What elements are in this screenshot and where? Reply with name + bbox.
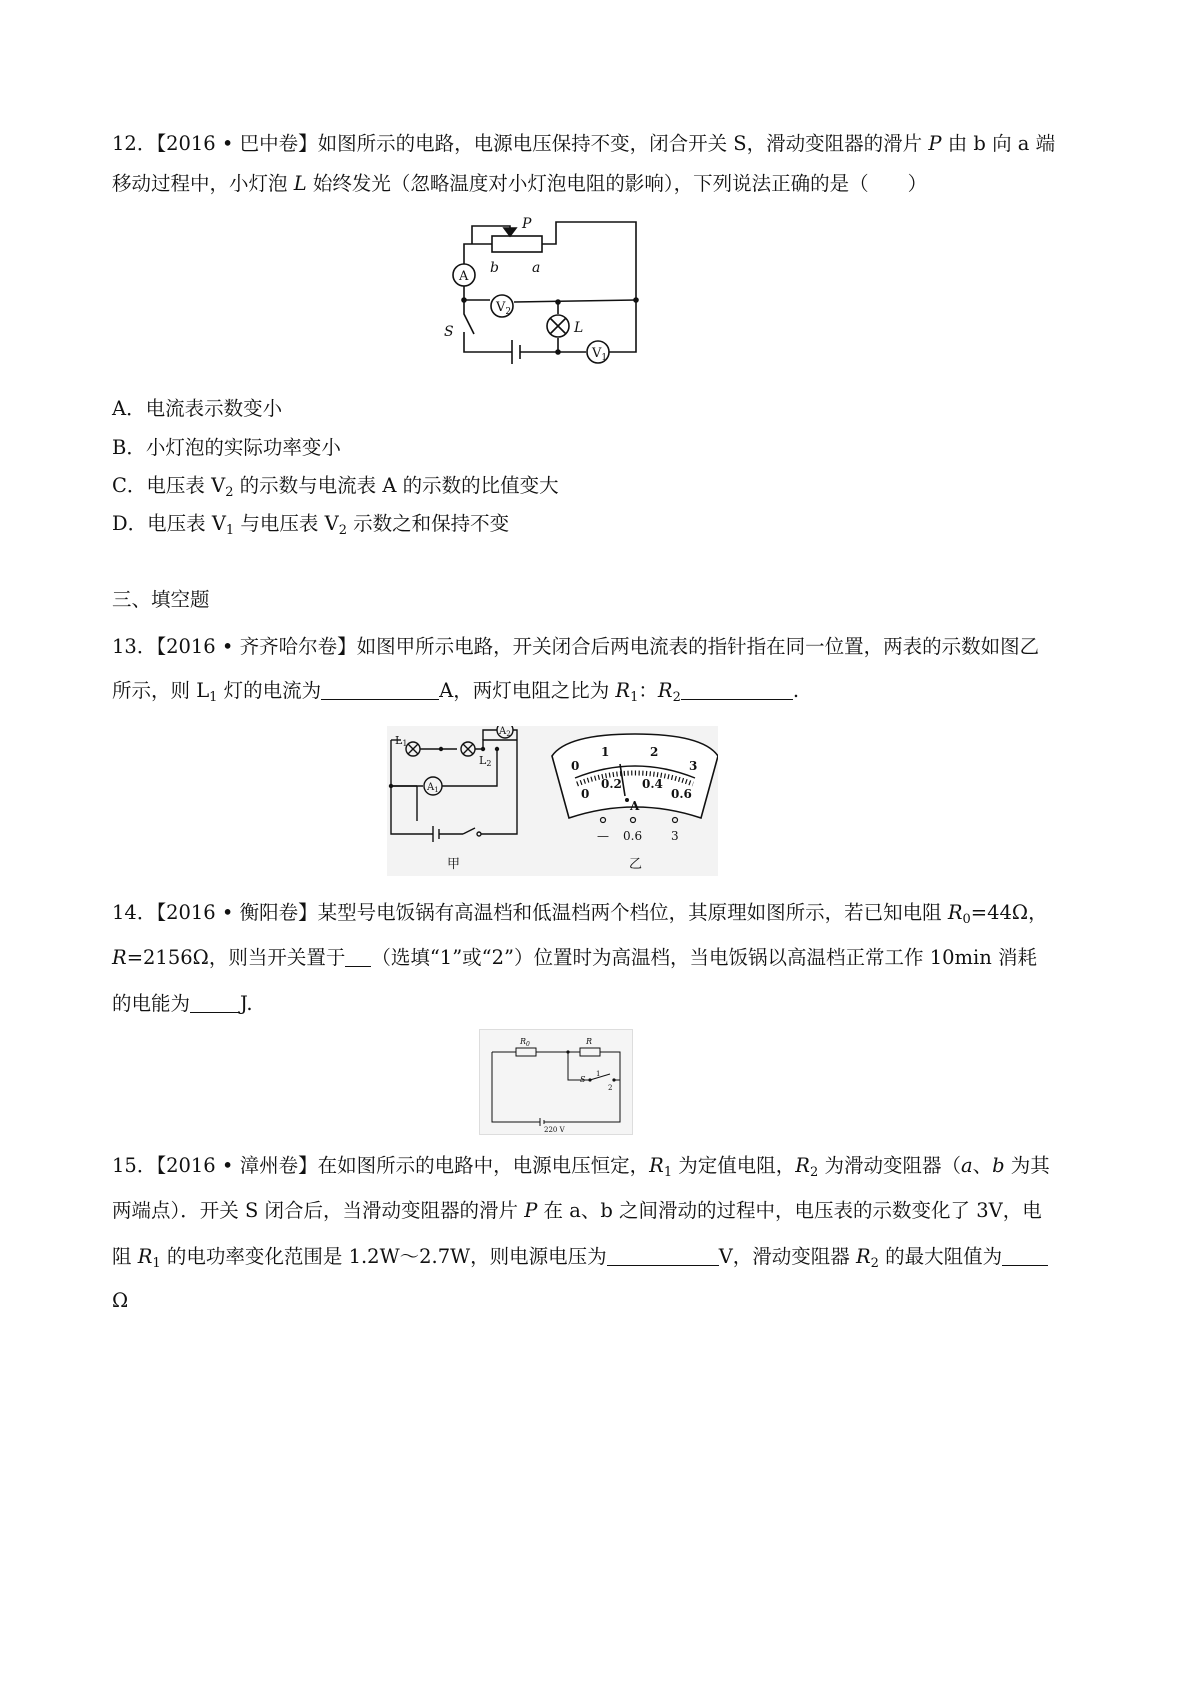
q13-text: A，两灯电阻之比为 xyxy=(439,679,616,702)
terminal-label: 3 xyxy=(671,829,679,843)
q12-voltmeter-v2-label: $V_2$ xyxy=(496,300,512,317)
q12-source: 【2016 • 巴中卷】 xyxy=(156,132,318,155)
q12-option-d xyxy=(112,511,509,537)
q15-text: 的电功率变化范围是 1.2W～2.7W，则电源电压为 xyxy=(160,1245,607,1268)
q15-var-a: a xyxy=(960,1154,973,1177)
q13-var-r2: R xyxy=(657,679,673,702)
q13-var-r1: R xyxy=(615,679,631,702)
scale-top-label: 3 xyxy=(689,759,698,773)
q15-text: 两端点）．开关 S 闭合后，当滑动变阻器的滑片 xyxy=(112,1199,525,1222)
q14-fig-label-2: 2 xyxy=(608,1084,613,1092)
q15-number: 15． xyxy=(112,1154,157,1177)
q12-var-l: L xyxy=(293,172,307,195)
q13-ammeter-a1-label: $A_1$ xyxy=(427,782,439,794)
q14-source: 【2016 • 衡阳卷】 xyxy=(156,901,318,924)
q14-text: （选填“1”或“2”）位置时为高温档，当电饭锅以高温档正常工作 10min 消耗 xyxy=(371,946,1038,969)
scale-bottom-label: 0.4 xyxy=(642,777,663,791)
q14-fig-label-r0: $R_0$ xyxy=(520,1037,530,1048)
q15-line-1 xyxy=(112,1153,1050,1179)
subscript: 2 xyxy=(672,690,681,705)
q12-number: 12． xyxy=(112,132,157,155)
q12-stem-cont: 由 b 向 a 端 xyxy=(941,132,1056,155)
q14-fig-label-voltage: 220 V xyxy=(544,1126,565,1134)
q14-fig-label-1: 1 xyxy=(596,1070,601,1078)
option-key: A． xyxy=(112,397,146,420)
subscript: 0 xyxy=(962,912,971,927)
q12-fig-label-l: L xyxy=(574,320,584,336)
q15-text: 阻 xyxy=(112,1245,138,1268)
q13-caption-yi: 乙 xyxy=(629,857,643,872)
q14-text: 的电能为 xyxy=(112,992,191,1015)
q12-line2-text-cont: 始终发光（忽略温度对小灯泡电阻的影响），下列说法正确的是（ ） xyxy=(306,172,928,195)
q14-fig-label-s: S xyxy=(580,1075,586,1084)
scale-top-label: 0 xyxy=(571,759,580,773)
q13-line-2 xyxy=(112,678,799,704)
q15-answer-blank-voltage[interactable] xyxy=(607,1245,719,1266)
q13-fig-label-l2: L2 xyxy=(479,754,492,768)
scale-bottom-label: 0.6 xyxy=(671,787,692,801)
q12-stem: 如图所示的电路，电源电压保持不变，闭合开关 S，滑动变阻器的滑片 xyxy=(317,132,929,155)
q13-ammeter-a2-label: $A_2$ xyxy=(499,726,511,738)
subscript: 2 xyxy=(870,1256,879,1271)
q12-fig-label-b: b xyxy=(490,260,499,276)
q13-fig-label-l1: L1 xyxy=(395,734,408,748)
option-text-cont: 与电压表 V xyxy=(234,512,339,535)
q15-var-p: P xyxy=(524,1199,538,1222)
q15-line-3 xyxy=(112,1244,1048,1270)
option-text: 电压表 V xyxy=(146,474,226,497)
q13-colon: ： xyxy=(638,679,658,702)
q15-var-r1: R xyxy=(137,1245,153,1268)
q15-answer-blank-resistance[interactable] xyxy=(1002,1245,1048,1266)
option-key: B． xyxy=(112,436,146,459)
option-text: 电压表 V xyxy=(147,512,226,535)
q15-text: 的最大阻值为 xyxy=(878,1245,1003,1268)
q12-line2-text: 移动过程中，小灯泡 xyxy=(112,172,294,195)
q14-var-r: R xyxy=(112,946,127,969)
q14-answer-blank-position[interactable] xyxy=(345,946,371,967)
q13-source: 【2016 • 齐齐哈尔卷】 xyxy=(156,635,357,658)
q15-stem: 、 xyxy=(972,1154,993,1177)
q12-option-c xyxy=(112,473,559,499)
q13-figure xyxy=(387,726,718,876)
q12-fig-label-p: P xyxy=(522,216,532,232)
q14-line-2 xyxy=(112,945,1037,971)
subscript: 1 xyxy=(209,690,218,705)
q14-figure xyxy=(479,1029,633,1135)
subscript: 1 xyxy=(663,1165,673,1180)
terminal-label: 0.6 xyxy=(623,829,643,843)
option-text-cont: 的示数与电流表 A 的示数的比值变大 xyxy=(233,474,559,497)
q15-var-r2: R xyxy=(795,1154,810,1177)
q12-option-a xyxy=(112,396,282,422)
scale-top-label: 1 xyxy=(601,745,610,759)
subscript: 2 xyxy=(338,523,347,538)
q15-stem: 为其 xyxy=(1004,1154,1050,1177)
q12-option-b xyxy=(112,435,341,461)
subscript: 2 xyxy=(809,1165,819,1180)
option-key: D． xyxy=(112,512,148,535)
subscript: 1 xyxy=(225,523,235,538)
terminal-label: — xyxy=(597,829,609,843)
q14-var-r0: R xyxy=(947,901,963,924)
q14-text: =2156Ω，则当开关置于 xyxy=(126,946,346,969)
subscript: 1 xyxy=(152,1256,161,1271)
option-text: 小灯泡的实际功率变小 xyxy=(145,436,341,459)
q13-caption-jia: 甲 xyxy=(447,857,461,872)
q14-circuit-diagram xyxy=(480,1030,632,1134)
q13-answer-blank-current[interactable] xyxy=(321,679,439,700)
q12-line-1 xyxy=(112,131,1055,157)
q13-text: 灯的电流为 xyxy=(217,679,322,702)
q15-stem: 为定值电阻， xyxy=(672,1154,796,1177)
q15-var-b: b xyxy=(992,1154,1005,1177)
q12-fig-label-a: a xyxy=(532,260,541,276)
scale-top-label: 2 xyxy=(650,745,659,759)
q15-stem: 在如图所示的电路中，电源电压恒定， xyxy=(317,1154,650,1177)
q13-circuit-jia xyxy=(387,726,718,876)
subscript: 1 xyxy=(630,690,639,705)
option-text: 电流表示数变小 xyxy=(145,397,283,420)
meter-unit-label: A xyxy=(630,799,640,813)
subscript: 2 xyxy=(225,485,234,500)
q14-text: J. xyxy=(240,992,253,1015)
q12-voltmeter-v1-label: $V_1$ xyxy=(592,346,608,363)
q15-source: 【2016 • 漳州卷】 xyxy=(156,1154,318,1177)
q12-var-p: P xyxy=(928,132,942,155)
q14-stem: 某型号电饭锅有高温档和低温档两个档位，其原理如图所示，若已知电阻 xyxy=(317,901,948,924)
q14-number: 14． xyxy=(112,901,157,924)
option-text-end: 示数之和保持不变 xyxy=(346,512,510,535)
q15-text: 在 a、b 之间滑动的过程中，电压表的示数变化了 3V，电 xyxy=(537,1199,1042,1222)
q12-ammeter-a-label: A xyxy=(459,269,469,284)
section-title: 三、填空题 xyxy=(112,588,210,611)
q13-number: 13． xyxy=(112,635,157,658)
q15-var-r1: R xyxy=(649,1154,664,1177)
q12-line-2 xyxy=(112,171,927,197)
q14-stem-cont: =44Ω， xyxy=(970,901,1048,924)
scale-bottom-label: 0 xyxy=(581,787,590,801)
scale-bottom-label: 0.2 xyxy=(601,777,622,791)
q15-var-r2: R xyxy=(855,1245,871,1268)
q13-answer-blank-ratio[interactable] xyxy=(681,679,793,700)
q13-period: . xyxy=(792,679,800,702)
q13-stem: 如图甲所示电路，开关闭合后两电流表的指针指在同一位置，两表的示数如图乙 xyxy=(356,635,1040,658)
q15-text: V，滑动变阻器 xyxy=(718,1245,856,1268)
q15-line-2 xyxy=(112,1198,1042,1224)
q14-line-3 xyxy=(112,991,253,1017)
q15-stem: 为滑动变阻器（ xyxy=(818,1154,961,1177)
q12-fig-label-s: S xyxy=(444,324,454,340)
q14-line-1 xyxy=(112,900,1048,926)
q13-text: 所示，则 L xyxy=(112,679,210,702)
q14-answer-blank-energy[interactable] xyxy=(190,992,240,1013)
q13-line-1 xyxy=(112,634,1039,660)
option-key: C． xyxy=(112,474,147,497)
q14-fig-label-r: R xyxy=(586,1037,593,1046)
q15-line-4: Ω xyxy=(112,1289,129,1312)
q12-circuit-diagram xyxy=(440,214,650,378)
